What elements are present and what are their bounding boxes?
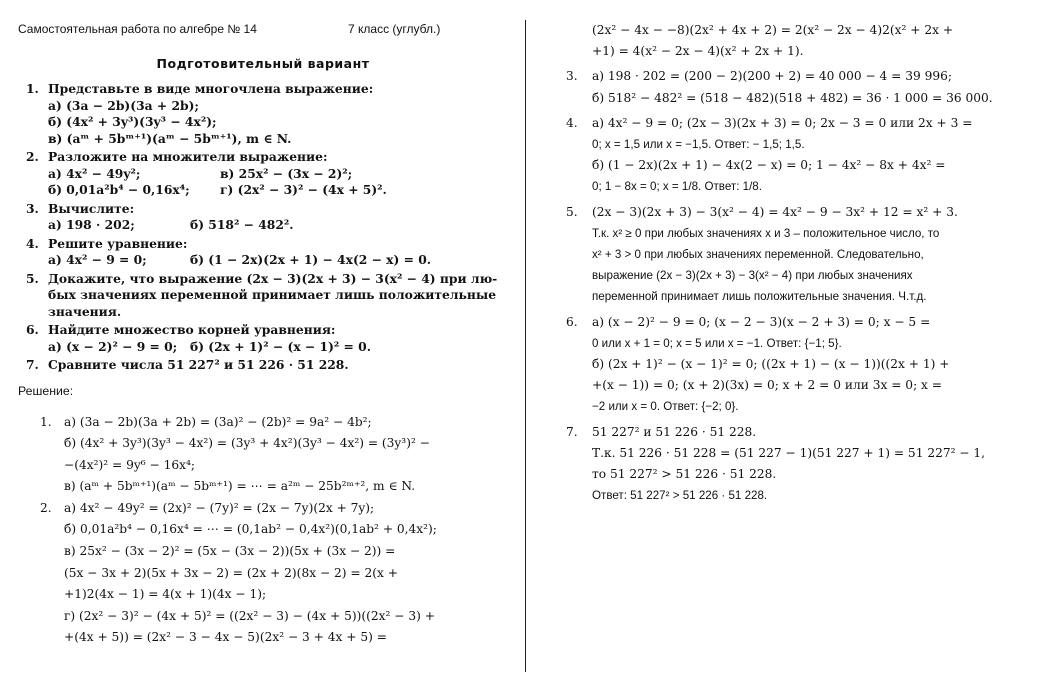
task-list [18, 81, 508, 374]
solution-number: 2. [40, 500, 52, 515]
task-part: а) 4x² − 9 = 0; [48, 252, 147, 267]
task-part: б) (1 − 2x)(2x + 1) − 4x(2 − x) = 0. [190, 252, 432, 267]
right-column [566, 20, 1042, 506]
task-number: 5. [26, 270, 39, 286]
task-pair-row [18, 166, 508, 183]
task-title [18, 149, 508, 166]
solution-number: 1. [40, 414, 52, 429]
task-pair-row [18, 182, 508, 199]
solution-line: 0; x = 1,5 или x = −1,5. Ответ: − 1,5; 1,5. [592, 138, 805, 152]
task-title-text: Разложите на множители выражение: [48, 149, 328, 164]
solutions-left [40, 412, 508, 650]
solution-line: а) 4x² − 9 = 0; (2x − 3)(2x + 3) = 0; 2x − 3 = 0 или 2x + 3 = [592, 115, 973, 130]
task-number: 4. [26, 235, 39, 251]
task-title-text: Сравните числа 51 227² и 51 226 · 51 228. [48, 357, 349, 372]
spacer [566, 20, 592, 62]
task-pair-row [18, 339, 508, 356]
solution-line: б) (2x + 1)² − (x − 1)² = 0; ((2x + 1) − (x − 1))((2x + 1) + [592, 357, 950, 372]
task-line: а) (3a − 2b)(3a + 2b); [48, 97, 199, 113]
task-part: б) 518² − 482². [190, 217, 294, 232]
solution-body [592, 422, 1042, 507]
solution-line: +1)2(4x − 1) = 4(x + 1)(4x − 1); [64, 587, 267, 602]
solution-body [64, 412, 508, 498]
solution-line: а) (3a − 2b)(3a + 2b) = (3a)² − (2b)² = 9a² − 4b²; [64, 414, 372, 429]
task-title-text: Вычислите: [48, 200, 135, 216]
solution-line: 0; 1 − 8x = 0; x = 1/8. Ответ: 1/8. [592, 180, 762, 194]
solution-line: (2x − 3)(2x + 3) − 3(x² − 4) = 4x² − 9 − 3x² + 12 = x² + 3. [592, 204, 958, 219]
solution-item [40, 498, 508, 649]
task-part: г) (2x² − 3)² − (4x + 5)². [220, 182, 387, 197]
solution-item [40, 412, 508, 498]
solution-number: 6. [566, 314, 578, 329]
task-line: значения. [48, 303, 122, 319]
class-label: 7 класс (углубл.) [348, 22, 441, 36]
solution-line: 0 или x + 1 = 0; x = 5 или x = −1. Ответ: {−1; 5}. [592, 336, 842, 350]
task-title [18, 322, 508, 339]
solution-heading: Решение: [18, 383, 74, 398]
solution-body [592, 202, 1042, 308]
task-part: б) 0,01a²b⁴ − 0,16x⁴; [48, 182, 190, 197]
task-title-text: Представьте в виде многочлена выражение: [48, 81, 374, 96]
task-number: 3. [26, 200, 39, 216]
task-title-text: Найдите множество корней уравнения: [48, 322, 336, 337]
solution-line: б) (1 − 2x)(2x + 1) − 4x(2 − x) = 0; 1 − 4x² − 8x + 4x² = [592, 158, 946, 173]
task-item [18, 201, 508, 234]
task-item [18, 81, 508, 147]
solution-body [592, 312, 1042, 418]
solution-line: −(4x²)² = 9y⁶ − 16x⁴; [64, 457, 195, 472]
column-divider [525, 20, 526, 672]
task-item [18, 149, 508, 199]
solution-number: 5. [566, 204, 578, 219]
task-item [18, 236, 508, 269]
task-title [18, 271, 508, 288]
task-item [18, 322, 508, 355]
task-part: а) 4x² − 49y²; [48, 165, 141, 181]
solution-number: 3. [566, 69, 578, 84]
task-line: б) (4x² + 3y³)(3y³ − 4x²); [48, 114, 217, 129]
solution-item [566, 66, 1042, 108]
solution-number: 4. [566, 115, 578, 130]
solutions-right [566, 66, 1042, 506]
solution-body [592, 66, 1042, 108]
solution-line: +(4x + 5)) = (2x² − 3 − 4x − 5)(2x² − 3 + 4x + 5) = [64, 630, 387, 645]
continuation-body [592, 20, 1042, 62]
task-title-text: Решите уравнение: [48, 235, 188, 251]
solution-line: +(x − 1)) = 0; (x + 2)(3x) = 0; x + 2 = 0 или 3x = 0; x = [592, 378, 943, 393]
task-part: в) 25x² − (3x − 2)²; [220, 165, 353, 181]
solution-number: 7. [566, 424, 578, 439]
solution-item [566, 202, 1042, 308]
task-pair-row [18, 252, 508, 269]
task-part: а) (x − 2)² − 9 = 0; [48, 338, 178, 354]
solution-line: б) 518² − 482² = (518 − 482)(518 + 482) = 36 · 1 000 = 36 000. [592, 90, 993, 105]
task-line: в) (aᵐ + 5bᵐ⁺¹)(aᵐ − 5bᵐ⁺¹), m ∈ N. [48, 130, 292, 146]
solution-line: б) 0,01a²b⁴ − 0,16x⁴ = ⋯ = (0,1ab² − 0,4x²)(0,1ab² + 0,4x²); [64, 522, 437, 537]
task-number: 1. [26, 81, 39, 96]
page-title: Самостоятельная работа по алгебре № 14 [18, 22, 257, 36]
solution-line: −2 или x = 0. Ответ: {−2; 0}. [592, 400, 739, 414]
task-item [18, 357, 508, 374]
solution-line: а) 198 · 202 = (200 − 2)(200 + 2) = 40 000 − 4 = 39 996; [592, 69, 953, 84]
solution-line: г) (2x² − 3)² − (4x + 5)² = ((2x² − 3) − (4x + 5))((2x² − 3) + [64, 608, 435, 623]
solution-item [566, 422, 1042, 507]
solution-line: б) (4x² + 3y³)(3y³ − 4x²) = (3y³ + 4x²)(3y³ − 4x²) = (3y³)² − [64, 436, 430, 451]
solution-line: x² + 3 > 0 при любых значениях переменной. Следовательно, [592, 248, 924, 262]
solution-line: Т.к. 51 226 · 51 228 = (51 227 − 1)(51 227 + 1) = 51 227² − 1, [592, 445, 986, 460]
solution-line: то 51 227² > 51 226 · 51 228. [592, 467, 777, 482]
solution-line: (2x² − 4x − −8)(2x² + 4x + 2) = 2(x² − 2x − 4)2(x² + 2x + [592, 23, 954, 37]
task-title [18, 357, 508, 374]
task-number: 7. [26, 357, 39, 372]
task-item [18, 271, 508, 321]
solution-line: а) 4x² − 49y² = (2x)² − (7y)² = (2x − 7y)(2x + 7y); [64, 500, 375, 515]
left-column [18, 20, 508, 649]
solution-line: (5x − 3x + 2)(5x + 3x − 2) = (2x + 2)(8x − 2) = 2(x + [64, 565, 398, 580]
solution-line: 51 227² и 51 226 · 51 228. [592, 424, 757, 439]
solution-line: в) (aᵐ + 5bᵐ⁺¹)(aᵐ − 5bᵐ⁺¹) = ⋯ = a²ᵐ − 25b²ᵐ⁺², m ∈ N. [64, 479, 416, 494]
solution-line: Ответ: 51 227² > 51 226 · 51 228. [592, 489, 768, 503]
task-number: 6. [26, 322, 39, 337]
task-line: бых значениях переменной принимает лишь положительные [48, 287, 497, 302]
task-title [18, 201, 508, 218]
page-header [18, 20, 508, 38]
solution-line: +1) = 4(x² − 2x − 4)(x² + 2x + 1). [592, 44, 804, 59]
solution-body [592, 113, 1042, 198]
variant-heading: Подготовительный вариант [156, 56, 370, 71]
solution-line: в) 25x² − (3x − 2)² = (5x − (3x − 2))(5x + (3x − 2)) = [64, 544, 396, 559]
task-part: б) (2x + 1)² − (x − 1)² = 0. [190, 338, 371, 354]
task-title [18, 236, 508, 253]
task-title-text: Докажите, что выражение (2x − 3)(2x + 3) − 3(x² − 4) при лю- [48, 270, 498, 286]
solution-line: а) (x − 2)² − 9 = 0; (x − 2 − 3)(x − 2 + 3) = 0; x − 5 = [592, 314, 931, 329]
task-title [18, 81, 508, 98]
solution-body [64, 498, 508, 649]
solution-line: переменной принимает лишь положительные значения. Ч.т.д. [592, 290, 927, 304]
solution-item [566, 312, 1042, 418]
continuation-item [566, 20, 1042, 62]
solution-line: Т.к. x² ≥ 0 при любых значениях x и 3 – положительное число, то [592, 226, 940, 240]
solution-item [566, 113, 1042, 198]
solution-continuation [566, 20, 1042, 62]
task-number: 2. [26, 149, 39, 164]
solution-line: выражение (2x − 3)(2x + 3) − 3(x² − 4) при любых значениях [592, 269, 913, 283]
task-part: а) 198 · 202; [48, 217, 135, 232]
task-pair-row [18, 217, 508, 234]
